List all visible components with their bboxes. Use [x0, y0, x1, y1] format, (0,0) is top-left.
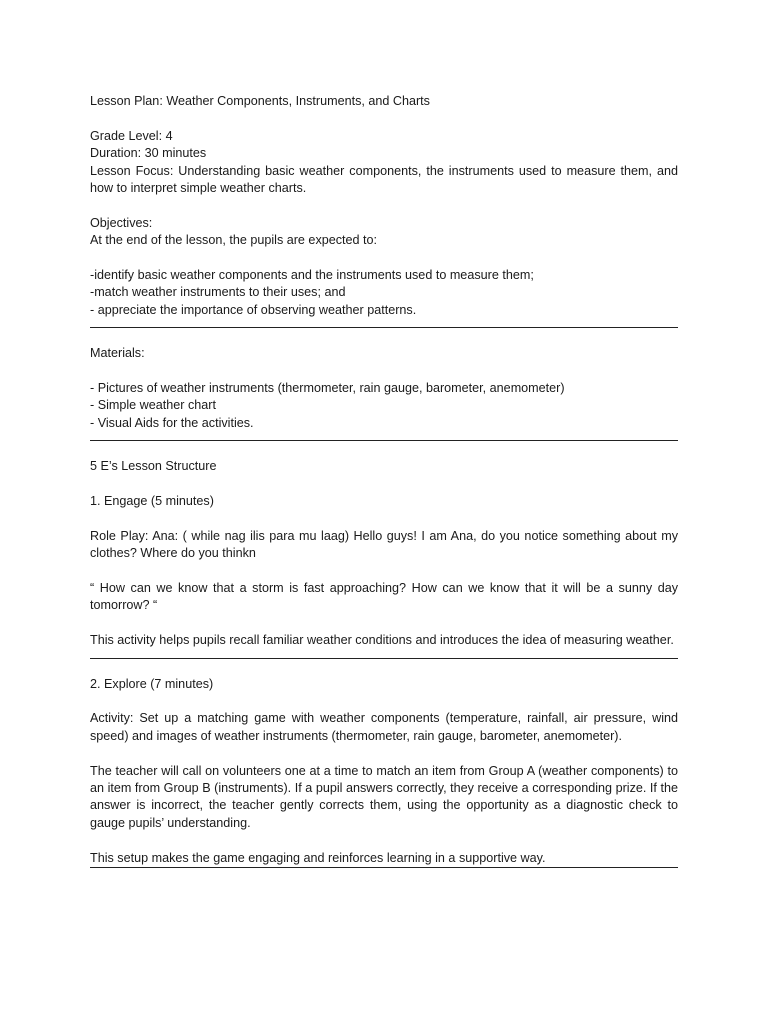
- objectives-heading: Objectives:: [90, 215, 153, 230]
- document-page: [90, 93, 678, 868]
- materials-heading: Materials:: [90, 346, 145, 361]
- explore-heading: 2. Explore (7 minutes): [90, 676, 214, 691]
- engage-role-play: Role Play: Ana: ( while nag ilis para mu laag) Hello guys! I am Ana, do you notice something about my clothes? Where do you thinkn: [90, 528, 678, 561]
- lesson-focus: Lesson Focus: Understanding basic weather components, the instruments used to measure them, and how to interpret simple weather charts.: [90, 163, 678, 196]
- explore-note: This setup makes the game engaging and reinforces learning in a supportive way.: [90, 850, 546, 865]
- objective-item: -identify basic weather components and the instruments used to measure them;: [90, 268, 534, 283]
- engage-heading: 1. Engage (5 minutes): [90, 494, 214, 509]
- material-item: - Pictures of weather instruments (thermometer, rain gauge, barometer, anemometer): [90, 381, 565, 396]
- objective-item: - appreciate the importance of observing weather patterns.: [90, 302, 417, 317]
- duration: Duration: 30 minutes: [90, 146, 207, 161]
- engage-note: This activity helps pupils recall familiar weather conditions and introduces the idea of measuring weather.: [90, 633, 674, 648]
- material-item: - Visual Aids for the activities.: [90, 415, 254, 430]
- objectives-intro: At the end of the lesson, the pupils are expected to:: [90, 233, 378, 248]
- material-item: - Simple weather chart: [90, 398, 216, 413]
- engage-question: “ How can we know that a storm is fast approaching? How can we know that it will be a sunny day tomorrow? “: [90, 581, 678, 613]
- document-title: Lesson Plan: Weather Components, Instruments, and Charts: [90, 94, 430, 108]
- explore-procedure: The teacher will call on volunteers one at a time to match an item from Group A (weather components) to an item from Group B (instruments). If a pupil answers correctly, they receive a corresponding prize. If the answer is incorrect, the teacher gently corrects them, using the opportunity as a diagnostic check to gauge pupils’ understanding.: [90, 763, 678, 830]
- grade-level: Grade Level: 4: [90, 128, 173, 143]
- section-divider: [90, 867, 678, 868]
- explore-activity: Activity: Set up a matching game with weather components (temperature, rainfall, air pressure, wind speed) and images of weather instruments (thermometer, rain gauge, barometer, anemometer).: [90, 711, 678, 743]
- objective-item: -match weather instruments to their uses; and: [90, 285, 346, 300]
- structure-heading: 5 E’s Lesson Structure: [90, 459, 217, 474]
